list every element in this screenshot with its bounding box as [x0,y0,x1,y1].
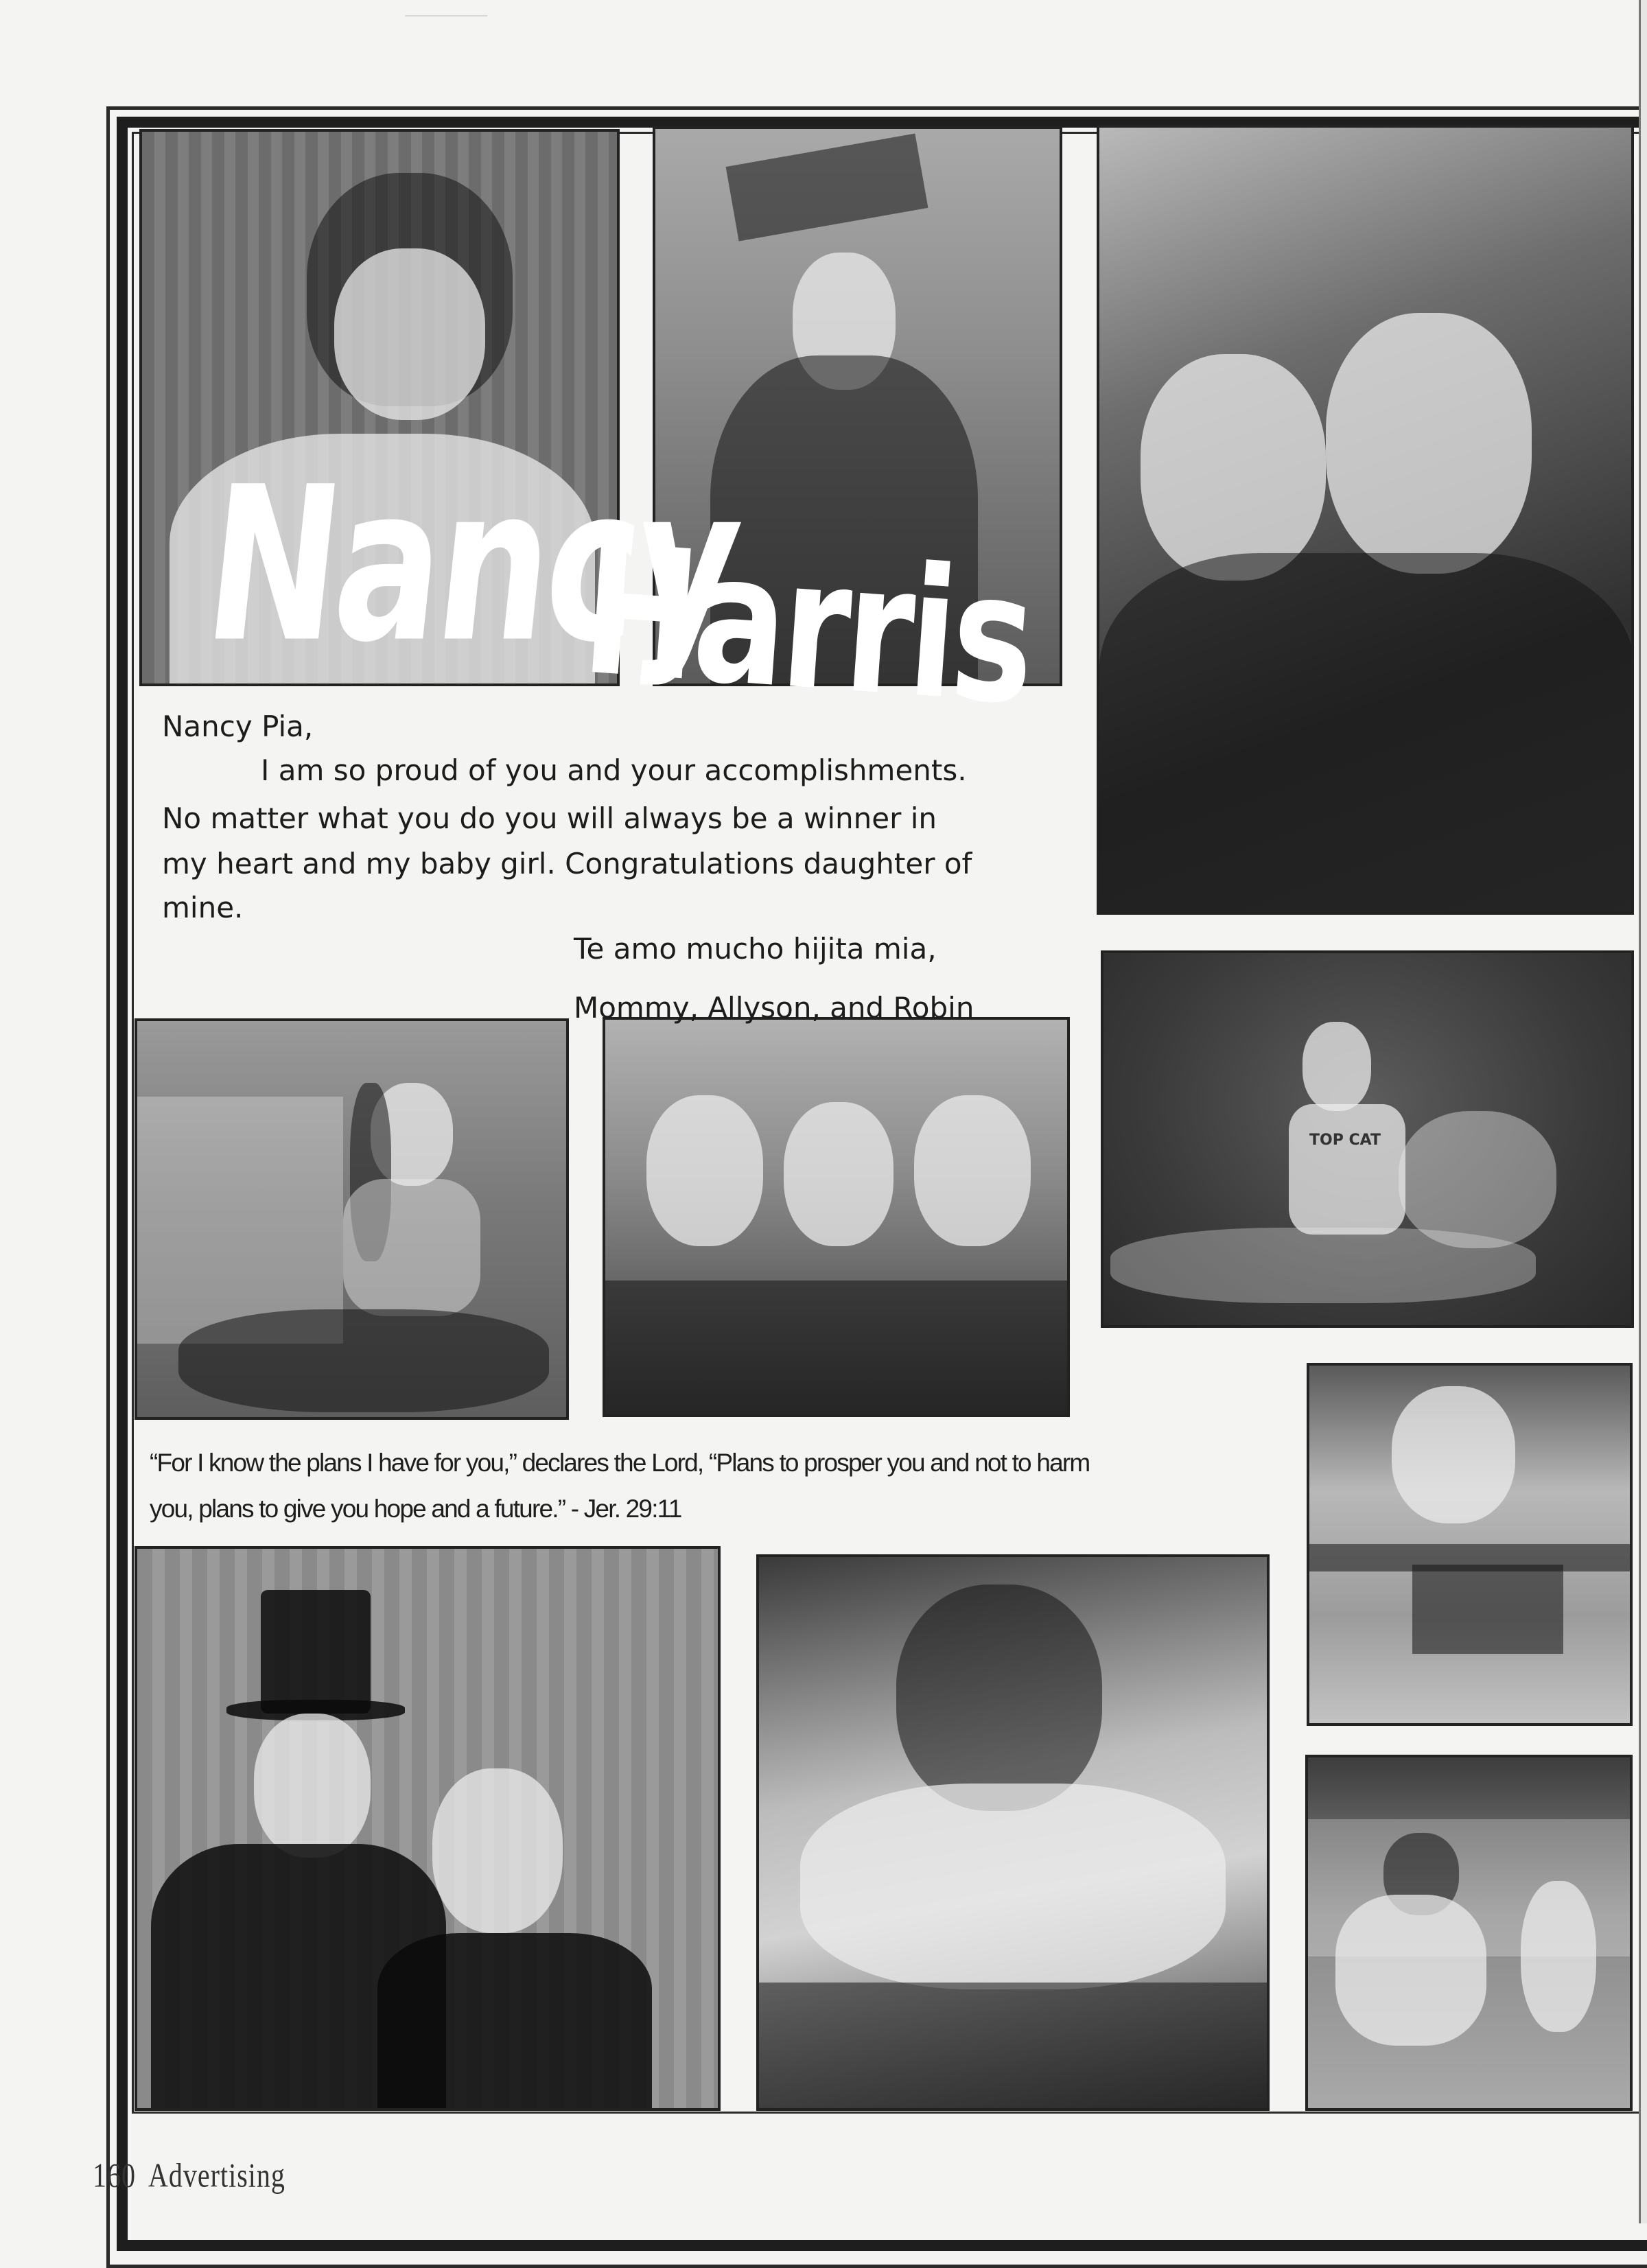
letter-line: I am so proud of you and your accomplishments. [261,753,967,787]
letter-line: mine. [162,891,244,924]
photo-sleeping-child [756,1554,1270,2111]
title-last-name: Harris [576,506,1038,745]
photo-teen-balustrade [135,1018,569,1420]
scripture-quote-line: you, plans to give you hope and a future.” - Jer. 29:11 [150,1495,681,1523]
adjacent-page-edge [1639,0,1647,2223]
photo-girl-tiger-plush [1101,950,1634,1328]
letter-line: my heart and my baby girl. Congratulations daughter of [162,847,972,880]
title-first-name: Nancy [195,442,749,690]
page-crease [405,15,487,16]
photo-three-girls [603,1017,1070,1417]
letter-salutation: Nancy Pia, [162,710,314,743]
photo-sandbox-play [1305,1755,1633,2111]
letter-line: No matter what you do you will always be a winner in [162,802,937,835]
photo-mother-daughter [1097,125,1634,915]
page-folio [93,2155,285,2195]
scripture-quote-line: “For I know the plans I have for you,” declares the Lord, “Plans to prosper you and not to harm [150,1449,1090,1477]
photo-formal-couple [135,1546,721,2111]
photo-child-car-seat [1307,1363,1633,1726]
shirt-text: TOP CAT [1309,1132,1381,1149]
section-name: Advertising [148,2155,285,2195]
letter-signature: Mommy, Allyson, and Robin [574,991,974,1025]
page-number: 160 [93,2155,136,2195]
photo-graduation-child [653,126,1062,686]
photo-toddler-portrait [139,129,620,686]
letter-closing: Te amo mucho hijita mia, [574,932,937,966]
